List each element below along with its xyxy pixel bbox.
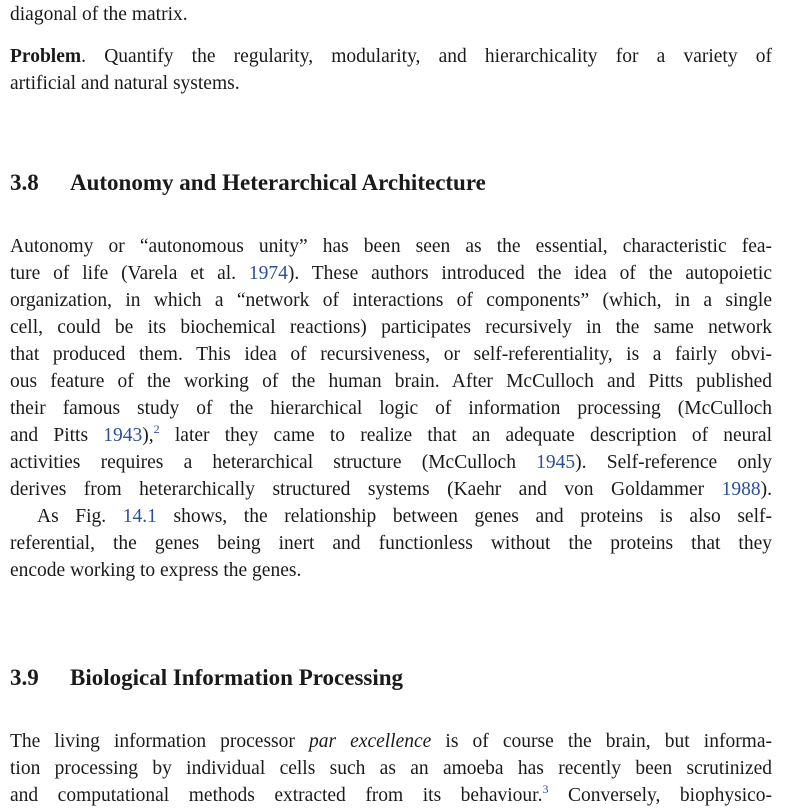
citation-link[interactable]: 1974	[248, 263, 288, 284]
figure-link[interactable]: 14.1	[122, 506, 157, 527]
body-line	[10, 450, 772, 476]
body-line	[10, 342, 772, 368]
text-run: artificial and natural systems.	[10, 73, 240, 94]
citation-link[interactable]: 1945	[536, 452, 576, 473]
body-line	[10, 531, 772, 557]
section-title: Biological Information Processing	[70, 665, 404, 690]
text-run: derives from heterarchically structured systems (Kaehr and von Goldammer	[10, 479, 722, 500]
citation-link[interactable]: 1988	[721, 479, 761, 500]
text-run: ). These authors introduced the idea of the autopoietic	[287, 263, 773, 284]
section-number: 3.8	[10, 170, 39, 195]
section-heading	[10, 168, 486, 198]
body-line	[10, 504, 772, 530]
text-run: shows, the relationship between genes and proteins is also self-	[156, 506, 772, 527]
text-run: ture of life (Varela et al.	[10, 263, 249, 284]
text-run: and Pitts	[10, 425, 104, 446]
text-run: encode working to express the genes.	[10, 560, 302, 581]
body-line	[10, 783, 772, 809]
body-line	[10, 261, 772, 287]
body-line	[10, 369, 772, 395]
body-line	[10, 477, 772, 503]
text-run: tion processing by individual cells such as an amoeba has recently been scrutinized	[10, 758, 772, 779]
italic-phrase: par excellence	[308, 731, 432, 752]
footnote-marker[interactable]: 3	[542, 782, 549, 796]
section-heading	[10, 663, 403, 693]
body-line	[10, 756, 772, 782]
text-run: ). Self-reference only	[575, 452, 772, 473]
section-title: Autonomy and Heterarchical Architecture	[70, 170, 486, 195]
body-line	[10, 315, 772, 341]
text-run: activities requires a heterarchical structure (McCulloch	[10, 452, 537, 473]
text-run: organization, in which a “network of interactions of components” (which, in a single	[10, 290, 772, 311]
problem-label: Problem	[10, 46, 82, 67]
text-run: ).	[760, 479, 772, 500]
text-run: is of course the brain, but informa-	[431, 731, 773, 752]
text-run: and computational methods extracted from its behaviour.	[10, 785, 543, 806]
body-line	[10, 234, 772, 260]
body-line	[10, 2, 772, 28]
body-line	[10, 396, 772, 422]
text-run: referential, the genes being inert and functionless without the proteins that they	[10, 533, 772, 554]
citation-link[interactable]: 1943	[103, 425, 143, 446]
text-run: ous feature of the working of the human brain. After McCulloch and Pitts published	[10, 371, 772, 392]
problem-statement-line	[10, 71, 772, 97]
text-run: that produced them. This idea of recursiveness, or self-referentiality, is a fairly obvi-	[10, 344, 772, 365]
text-run: later they came to realize that an adequate description of neural	[159, 425, 773, 446]
text-run: Conversely, biophysico-	[548, 785, 773, 806]
text-run: diagonal of the matrix.	[10, 4, 188, 25]
body-line	[10, 729, 772, 755]
text-run: . Quantify the regularity, modularity, and hierarchicality for a variety of	[81, 46, 772, 67]
body-line	[10, 558, 772, 584]
problem-statement-line	[10, 44, 772, 70]
text-run: their famous study of the hierarchical logic of information processing (McCulloch	[10, 398, 772, 419]
text-run: The living information processor	[10, 731, 309, 752]
section-number: 3.9	[10, 665, 39, 690]
body-line	[10, 423, 772, 449]
text-run: As Fig.	[37, 506, 123, 527]
text-run: ),	[142, 425, 154, 446]
footnote-marker[interactable]: 2	[153, 422, 160, 436]
text-run: Autonomy or “autonomous unity” has been seen as the essential, characteristic fea-	[10, 236, 772, 257]
body-line	[10, 288, 772, 314]
text-run: cell, could be its biochemical reactions) participates recursively in the same network	[10, 317, 772, 338]
